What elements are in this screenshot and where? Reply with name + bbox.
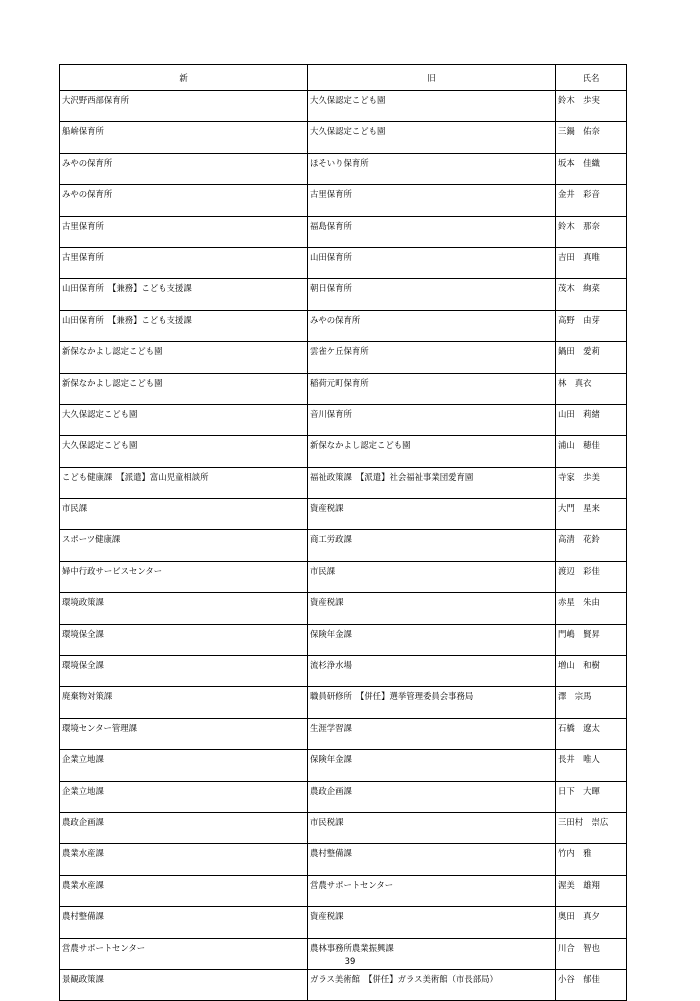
cell-name: 三田村 崇広 bbox=[556, 812, 627, 843]
table-row bbox=[60, 656, 627, 687]
cell-old: 福祉政策課 【派遣】社会福祉事業団愛育園 bbox=[308, 467, 556, 498]
cell-name: 高清 花鈴 bbox=[556, 530, 627, 561]
cell-new: 農村整備課 bbox=[60, 907, 308, 938]
cell-old: 農政企画課 bbox=[308, 781, 556, 812]
table-row bbox=[60, 718, 627, 749]
cell-new: 環境保全課 bbox=[60, 656, 308, 687]
cell-new: 環境センター管理課 bbox=[60, 718, 308, 749]
cell-name: 三鍋 佑奈 bbox=[556, 122, 627, 153]
cell-new: 山田保育所 【兼務】こども支援課 bbox=[60, 279, 308, 310]
cell-new: 新保なかよし認定こども園 bbox=[60, 342, 308, 373]
table-row bbox=[60, 624, 627, 655]
cell-name: 茂木 絢菜 bbox=[556, 279, 627, 310]
cell-name: 鍋田 愛莉 bbox=[556, 342, 627, 373]
cell-new: みやの保育所 bbox=[60, 153, 308, 184]
cell-name: 坂本 佳織 bbox=[556, 153, 627, 184]
cell-name: 石橋 遼太 bbox=[556, 718, 627, 749]
table-row bbox=[60, 781, 627, 812]
cell-new: こども健康課 【派遣】富山児童相談所 bbox=[60, 467, 308, 498]
table-row bbox=[60, 907, 627, 938]
cell-name: 奥田 真夕 bbox=[556, 907, 627, 938]
cell-old: 生涯学習課 bbox=[308, 718, 556, 749]
table-row bbox=[60, 844, 627, 875]
cell-new: 市民課 bbox=[60, 499, 308, 530]
table-row bbox=[60, 750, 627, 781]
table-row bbox=[60, 153, 627, 184]
cell-new: 農業水産課 bbox=[60, 844, 308, 875]
cell-name: 鈴木 歩実 bbox=[556, 91, 627, 122]
cell-new: 婦中行政サービスセンター bbox=[60, 561, 308, 592]
cell-new: スポーツ健康課 bbox=[60, 530, 308, 561]
cell-old: 古里保育所 bbox=[308, 185, 556, 216]
table-row bbox=[60, 216, 627, 247]
table-row bbox=[60, 279, 627, 310]
personnel-transfer-table bbox=[59, 64, 627, 1001]
cell-old: 音川保育所 bbox=[308, 404, 556, 435]
cell-new: 古里保育所 bbox=[60, 247, 308, 278]
table-header-row bbox=[60, 65, 627, 91]
cell-name: 小谷 郁佳 bbox=[556, 969, 627, 1000]
cell-old: 保険年金課 bbox=[308, 750, 556, 781]
cell-old: 資産税課 bbox=[308, 907, 556, 938]
cell-new: 船峅保育所 bbox=[60, 122, 308, 153]
cell-new: 企業立地課 bbox=[60, 781, 308, 812]
cell-name: 赤星 朱由 bbox=[556, 593, 627, 624]
cell-old: 商工労政課 bbox=[308, 530, 556, 561]
cell-new: 大沢野西部保育所 bbox=[60, 91, 308, 122]
cell-old: 大久保認定こども園 bbox=[308, 122, 556, 153]
cell-new: 大久保認定こども園 bbox=[60, 436, 308, 467]
cell-name: 竹内 雅 bbox=[556, 844, 627, 875]
table-row bbox=[60, 122, 627, 153]
cell-name: 増山 和樹 bbox=[556, 656, 627, 687]
cell-old: 資産税課 bbox=[308, 593, 556, 624]
cell-old: 大久保認定こども園 bbox=[308, 91, 556, 122]
cell-old: 農林事務所農業振興課 bbox=[308, 938, 556, 969]
cell-old: 市民課 bbox=[308, 561, 556, 592]
cell-new: 環境保全課 bbox=[60, 624, 308, 655]
cell-name: 渥美 雄翔 bbox=[556, 875, 627, 906]
cell-old: 農村整備課 bbox=[308, 844, 556, 875]
cell-name: 吉田 真唯 bbox=[556, 247, 627, 278]
cell-old: 山田保育所 bbox=[308, 247, 556, 278]
header-name: 氏名 bbox=[556, 65, 627, 91]
cell-old: 朝日保育所 bbox=[308, 279, 556, 310]
cell-old: 福島保育所 bbox=[308, 216, 556, 247]
table-row bbox=[60, 499, 627, 530]
cell-name: 長井 唯人 bbox=[556, 750, 627, 781]
table-row bbox=[60, 561, 627, 592]
cell-new: 山田保育所 【兼務】こども支援課 bbox=[60, 310, 308, 341]
cell-new: 大久保認定こども園 bbox=[60, 404, 308, 435]
table-row bbox=[60, 530, 627, 561]
personnel-table-container bbox=[59, 64, 626, 1001]
cell-new: 廃棄物対策課 bbox=[60, 687, 308, 718]
table-row bbox=[60, 247, 627, 278]
table-row bbox=[60, 687, 627, 718]
header-new: 新 bbox=[60, 65, 308, 91]
table-row bbox=[60, 593, 627, 624]
page-number: 39 bbox=[344, 956, 356, 966]
cell-old: ほそいり保育所 bbox=[308, 153, 556, 184]
cell-new: 古里保育所 bbox=[60, 216, 308, 247]
cell-new: 景観政策課 bbox=[60, 969, 308, 1000]
table-row bbox=[60, 373, 627, 404]
table-row bbox=[60, 812, 627, 843]
cell-name: 鈴木 那奈 bbox=[556, 216, 627, 247]
table-row bbox=[60, 342, 627, 373]
cell-old: みやの保育所 bbox=[308, 310, 556, 341]
cell-old: 職員研修所 【併任】選挙管理委員会事務局 bbox=[308, 687, 556, 718]
table-row bbox=[60, 875, 627, 906]
table-row bbox=[60, 91, 627, 122]
cell-new: 環境政策課 bbox=[60, 593, 308, 624]
cell-old: 稲荷元町保育所 bbox=[308, 373, 556, 404]
cell-new: 新保なかよし認定こども園 bbox=[60, 373, 308, 404]
cell-old: 市民税課 bbox=[308, 812, 556, 843]
header-old: 旧 bbox=[308, 65, 556, 91]
cell-old: 流杉浄水場 bbox=[308, 656, 556, 687]
cell-new: 営農サポートセンター bbox=[60, 938, 308, 969]
cell-old: 保険年金課 bbox=[308, 624, 556, 655]
cell-new: 企業立地課 bbox=[60, 750, 308, 781]
cell-name: 日下 大暉 bbox=[556, 781, 627, 812]
cell-name: 浦山 穂佳 bbox=[556, 436, 627, 467]
cell-new: 農業水産課 bbox=[60, 875, 308, 906]
table-row bbox=[60, 969, 627, 1000]
table-row bbox=[60, 436, 627, 467]
table-row bbox=[60, 467, 627, 498]
cell-name: 澤 宗馬 bbox=[556, 687, 627, 718]
table-row bbox=[60, 404, 627, 435]
cell-old: 営農サポートセンター bbox=[308, 875, 556, 906]
cell-new: みやの保育所 bbox=[60, 185, 308, 216]
table-row bbox=[60, 310, 627, 341]
cell-name: 林 真衣 bbox=[556, 373, 627, 404]
cell-new: 農政企画課 bbox=[60, 812, 308, 843]
cell-name: 寺家 歩美 bbox=[556, 467, 627, 498]
cell-old: ガラス美術館 【併任】ガラス美術館（市長部局） bbox=[308, 969, 556, 1000]
cell-name: 山田 莉緒 bbox=[556, 404, 627, 435]
cell-name: 大門 星来 bbox=[556, 499, 627, 530]
cell-old: 雲雀ケ丘保育所 bbox=[308, 342, 556, 373]
cell-old: 新保なかよし認定こども園 bbox=[308, 436, 556, 467]
table-row bbox=[60, 185, 627, 216]
cell-name: 渡辺 彩佳 bbox=[556, 561, 627, 592]
cell-name: 川合 智也 bbox=[556, 938, 627, 969]
cell-name: 金井 彩音 bbox=[556, 185, 627, 216]
cell-name: 門嶋 賢昇 bbox=[556, 624, 627, 655]
cell-name: 高野 由芽 bbox=[556, 310, 627, 341]
cell-old: 資産税課 bbox=[308, 499, 556, 530]
